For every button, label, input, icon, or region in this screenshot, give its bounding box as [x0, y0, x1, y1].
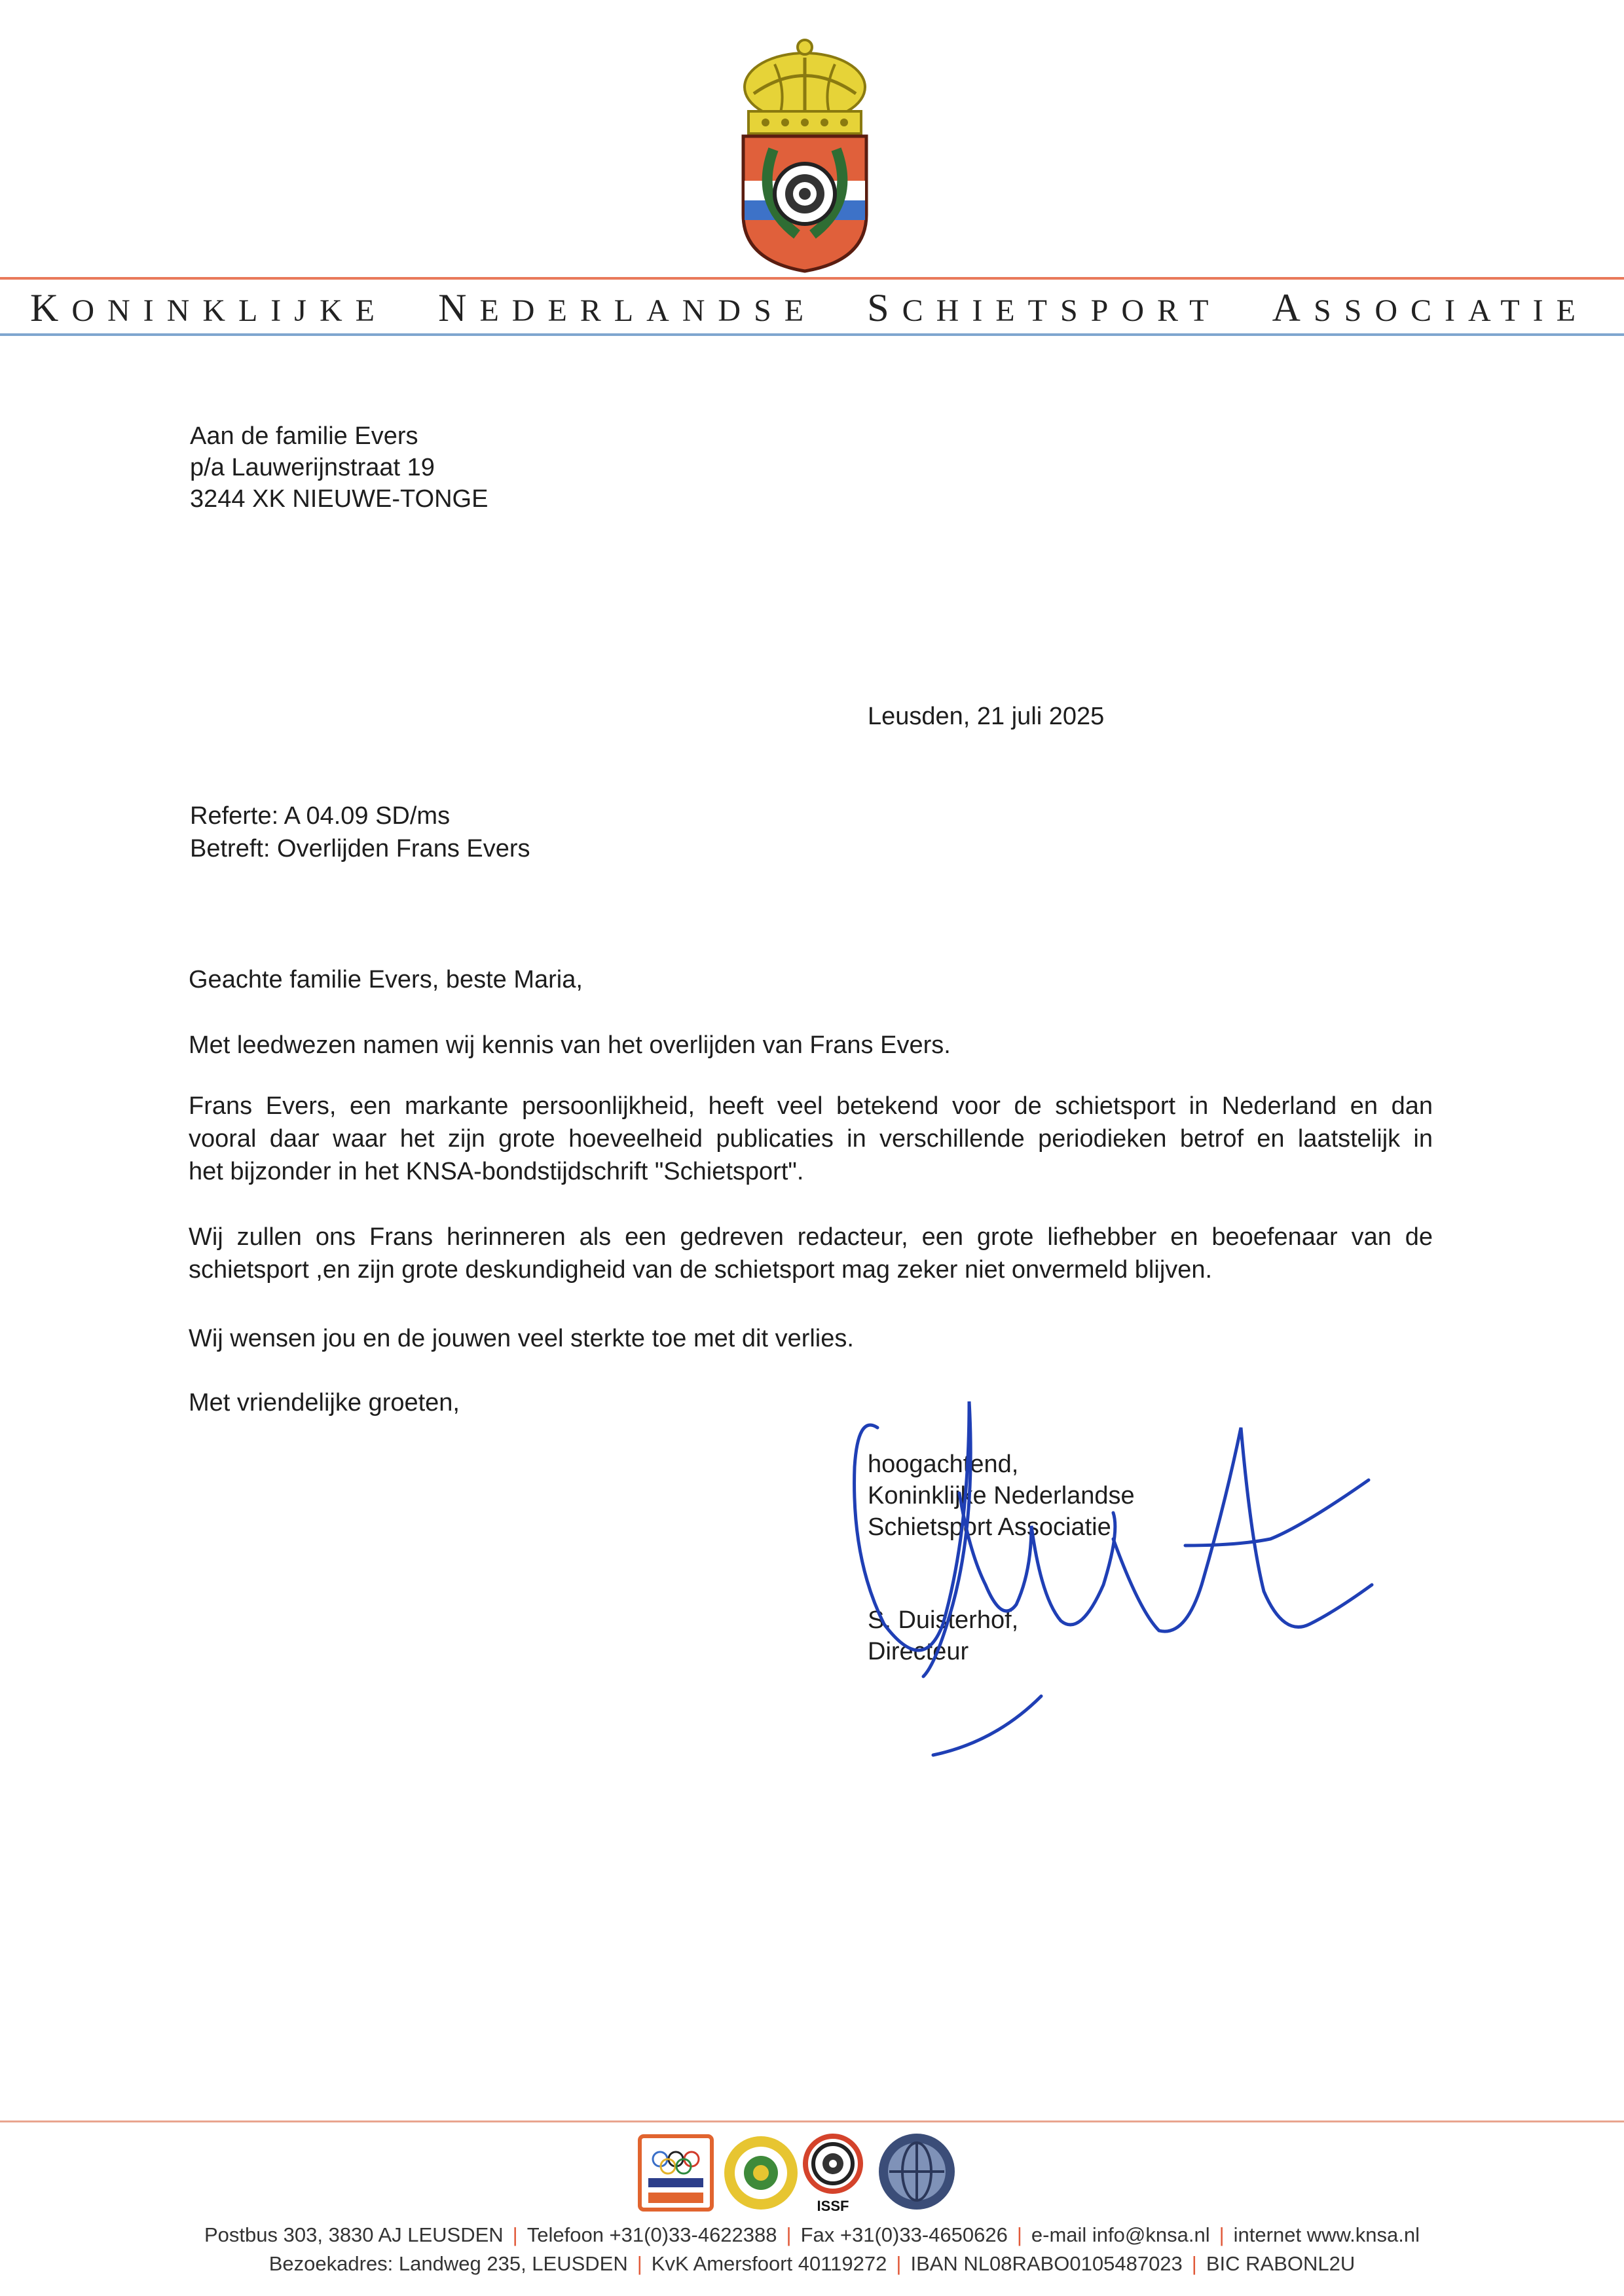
- organization-name: [30, 288, 1589, 327]
- paragraph-line: het bijzonder in het KNSA-bondstijdschrift "Schietsport".: [189, 1158, 804, 1185]
- issf-logo-icon: [805, 2136, 860, 2214]
- footer-bic: BIC RABONL2U: [1206, 2252, 1356, 2275]
- place-and-date: Leusden, 21 juli 2025: [868, 703, 1105, 730]
- header-rule-bottom: [0, 333, 1624, 336]
- footer-postal-address: Postbus 303, 3830 AJ LEUSDEN: [204, 2223, 504, 2246]
- reference-number: Referte: A 04.09 SD/ms: [190, 802, 451, 830]
- paragraph-line: schietsport ,en zijn grote deskundigheid van de schietsport mag zeker niet onvermeld blijven.: [189, 1256, 1213, 1284]
- handwritten-signature: [845, 1388, 1388, 1781]
- paragraph-line: Frans Evers, een markante persoonlijkheid, heeft veel betekend voor de schietsport in Nederland en dan: [189, 1092, 1433, 1120]
- org-word-associatie: ASSOCIATIE: [1272, 286, 1589, 329]
- header-rule-top: [0, 277, 1624, 280]
- footer-phone: Telefoon +31(0)33-4622388: [526, 2223, 777, 2246]
- org-word-schietsport: SCHIETSPORT: [867, 286, 1222, 329]
- footer-kvk: KvK Amersfoort 40119272: [651, 2252, 887, 2275]
- signature-valediction: hoogachtend,: [868, 1451, 1019, 1478]
- address-line: 3244 XK NIEUWE-TONGE: [190, 485, 489, 513]
- body-paragraph-3: [189, 1221, 1433, 1286]
- paragraph-line: vooral daar waar het zijn grote hoeveelheid publicaties in verschillende periodieken betrof en laatstelijk in: [189, 1125, 1433, 1153]
- footer-registration-line: Bezoekadres: Landweg 235, LEUSDEN | KvK Amersfoort 40119272 | IBAN NL08RABO0105487023 | BIC RABONL2U: [268, 2252, 1356, 2275]
- target-icon: [775, 164, 835, 224]
- body-paragraph-4: Wij wensen jou en de jouwen veel sterkte toe met dit verlies.: [189, 1325, 854, 1352]
- signatory-title: Directeur: [868, 1638, 969, 1665]
- org-word-koninklijke: KONINKLIJKE: [30, 286, 388, 329]
- subject-line: Betreft: Overlijden Frans Evers: [190, 835, 530, 862]
- footer-fax: Fax +31(0)33-4650626: [800, 2223, 1008, 2246]
- body-paragraph-1: Met leedwezen namen wij kennis van het overlijden van Frans Evers.: [189, 1031, 951, 1059]
- signatory-name: S. Duisterhof,: [868, 1606, 1019, 1634]
- knsa-crest-logo: [734, 38, 876, 274]
- body-paragraph-2: [189, 1090, 1433, 1188]
- org-word-nederlandse: NEDERLANDSE: [438, 286, 817, 329]
- globe-emblem-icon: [879, 2134, 955, 2210]
- partner-logos: [637, 2130, 977, 2215]
- noc-nsf-logo-icon: [640, 2136, 712, 2210]
- federation-emblem-icon: [724, 2136, 798, 2210]
- signature-org-line: Schietsport Associatie: [868, 1513, 1111, 1541]
- footer-rule: [0, 2120, 1624, 2122]
- paragraph-line: Wij zullen ons Frans herinneren als een gedreven redacteur, een grote liefhebber en beoefenaar van de: [189, 1223, 1433, 1251]
- salutation: Geachte familie Evers, beste Maria,: [189, 966, 583, 993]
- issf-label: ISSF: [817, 2198, 849, 2214]
- footer-contact-line: Postbus 303, 3830 AJ LEUSDEN | Telefoon +31(0)33-4622388 | Fax +31(0)33-4650626 | e-mail info@knsa.nl | internet www.knsa.nl: [204, 2223, 1420, 2246]
- crown-icon: [745, 40, 865, 134]
- address-line: p/a Lauwerijnstraat 19: [190, 454, 435, 481]
- footer-email: e-mail info@knsa.nl: [1031, 2223, 1210, 2246]
- closing-greeting: Met vriendelijke groeten,: [189, 1389, 460, 1416]
- signature-org-line: Koninklijke Nederlandse: [868, 1482, 1135, 1509]
- address-line: Aan de familie Evers: [190, 422, 418, 450]
- footer-website: internet www.knsa.nl: [1233, 2223, 1420, 2246]
- footer-visit-address: Bezoekadres: Landweg 235, LEUSDEN: [268, 2252, 628, 2275]
- footer-iban: IBAN NL08RABO0105487023: [910, 2252, 1183, 2275]
